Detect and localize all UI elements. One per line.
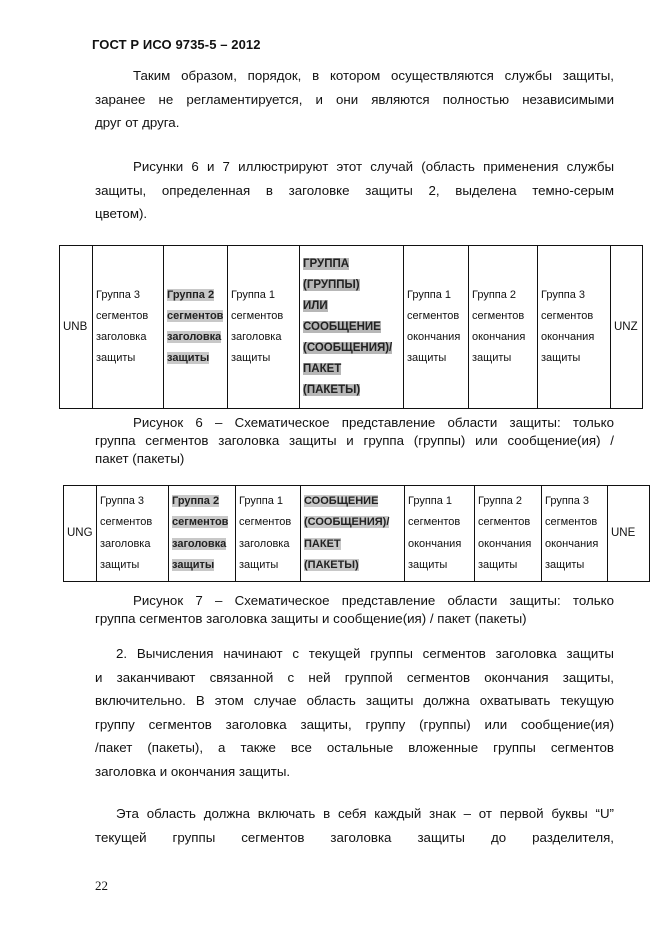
segment-cell-text: заголовка: [100, 537, 151, 550]
segment-cell-line: [239, 491, 300, 513]
segment-cell-line: [172, 534, 235, 556]
segment-cell-line: [167, 285, 227, 306]
segment-cell-text: заголовка: [172, 537, 227, 550]
segment-cell-text: Группа 3: [100, 494, 145, 507]
segment-cell-line: [100, 491, 168, 513]
segment-cell: [404, 246, 469, 409]
text-line: заголовка и окончания защиты.: [95, 763, 291, 779]
segment-cell-text: Группа 2: [172, 494, 220, 507]
segment-cell-line: [408, 534, 474, 556]
segment-cell: [97, 486, 169, 582]
segment-cell: [469, 246, 538, 409]
paragraph-area-includes: [95, 802, 614, 849]
segment-cell-line: [541, 348, 610, 369]
segment-cell-line: [239, 512, 300, 534]
segment-cell-text: защиты: [100, 559, 140, 571]
caption-line: Рисунок 7 – Схематическое представление области защиты: только: [133, 593, 614, 608]
segment-cell-line: [545, 491, 607, 513]
segment-cell-text: сегментов: [167, 310, 224, 322]
figure-6-diagram: [59, 245, 643, 409]
segment-cell-text: UNZ: [614, 320, 638, 333]
text-line: 2. Вычисления начинают с текущей группы сегментов заголовка защиты: [116, 646, 614, 661]
segment-cell-line: [239, 555, 300, 577]
segment-cell-line: [407, 306, 468, 327]
segment-cell-text: защиты: [478, 559, 518, 571]
segment-cell-text: Группа 2: [167, 289, 215, 301]
segment-cell-text: ИЛИ: [303, 299, 328, 312]
segment-cell-text: ГРУППА: [303, 257, 350, 270]
segment-cell-text: сегментов: [96, 310, 149, 322]
segment-cell-line: [478, 555, 541, 577]
segment-cell-text: сегментов: [231, 310, 284, 322]
segment-cell-text: СООБЩЕНИЕ: [304, 494, 379, 507]
segment-cell-text: ПАКЕТ: [304, 537, 341, 550]
paragraph-order-of-services: [95, 64, 614, 135]
segment-cell-line: [304, 534, 404, 556]
segment-cell: [236, 486, 301, 582]
segment-cell-line: [67, 523, 96, 545]
segment-cell-text: защиты: [408, 559, 448, 571]
segment-cell-line: [407, 285, 468, 306]
segment-cell-line: [172, 555, 235, 577]
segment-cell: [64, 486, 97, 582]
paragraph-calculation-scope: [95, 642, 614, 783]
text-line: текущей группы сегментов заголовка защиты до разделителя,: [95, 829, 614, 845]
segment-cell-line: [541, 306, 610, 327]
segment-cell-line: [408, 555, 474, 577]
segment-cell-line: [303, 338, 403, 359]
segment-cell-line: [407, 327, 468, 348]
segment-cell-line: [96, 285, 163, 306]
segment-cell-line: [303, 317, 403, 338]
segment-cell-line: [303, 359, 403, 380]
text-line: и заканчивают связанной с ней группой сегментов окончания защиты,: [95, 669, 614, 685]
segment-cell-text: окончания: [545, 537, 599, 550]
segment-cell-line: [478, 534, 541, 556]
segment-cell-line: [407, 348, 468, 369]
segment-cell-line: [472, 285, 537, 306]
segment-cell-line: [545, 512, 607, 534]
segment-cell-text: сегментов: [472, 310, 525, 322]
segment-cell: [608, 486, 650, 582]
segment-cell-text: сегментов: [478, 516, 531, 528]
segment-cell-line: [303, 275, 403, 296]
text-line: цветом).: [95, 206, 148, 221]
segment-cell-text: сегментов: [545, 516, 598, 528]
segment-cell-text: окончания: [541, 331, 595, 343]
segment-cell-line: [96, 348, 163, 369]
segment-cell-text: (ПАКЕТЫ): [303, 383, 361, 396]
segment-cell-line: [478, 512, 541, 534]
caption-line: группа сегментов заголовка защиты и сообщение(ия) / пакет (пакеты): [95, 611, 527, 626]
segment-cell-text: (ГРУППЫ): [303, 278, 360, 291]
segment-cell-text: защиты: [96, 352, 136, 364]
segment-cell-line: [172, 512, 235, 534]
segment-cell-text: заголовка: [231, 331, 282, 343]
segment-cell-line: [472, 348, 537, 369]
segment-cell-text: Группа 1: [231, 289, 276, 301]
segment-cell-line: [96, 306, 163, 327]
segment-cell: [301, 486, 405, 582]
segment-cell-text: Группа 1: [407, 289, 452, 301]
segment-cell-line: [167, 327, 227, 348]
document-header: ГОСТ Р ИСО 9735-5 – 2012: [92, 37, 261, 52]
segment-cell-text: заголовка: [167, 331, 222, 343]
segment-cell: [300, 246, 404, 409]
segment-cell-text: защиты: [472, 352, 512, 364]
figure-7-diagram: [63, 485, 650, 582]
text-line: Эта область должна включать в себя каждый знак – от первой буквы “U”: [116, 806, 614, 821]
segment-cell-text: заголовка: [239, 537, 290, 550]
segment-cell-line: [304, 555, 404, 577]
segment-cell-text: сегментов: [407, 310, 460, 322]
segment-cell-line: [541, 327, 610, 348]
segment-cell-text: Группа 2: [472, 289, 517, 301]
segment-cell-text: Группа 1: [408, 494, 453, 507]
segment-cell-line: [408, 512, 474, 534]
segment-cell-line: [545, 534, 607, 556]
segment-cell-text: сегментов: [541, 310, 594, 322]
segment-cell-text: защиты: [541, 352, 581, 364]
figure-6-caption: [95, 414, 614, 468]
segment-cell-text: UNE: [611, 526, 636, 539]
segment-cell-text: Группа 3: [96, 289, 141, 301]
segment-cell-text: защиты: [172, 559, 215, 571]
segment-cell-line: [167, 348, 227, 369]
segment-cell-line: [239, 534, 300, 556]
segment-cell-line: [63, 317, 92, 338]
segment-cell-text: UNG: [67, 526, 93, 539]
paragraph-figures-intro: [95, 155, 614, 226]
segment-cell-text: сегментов: [172, 516, 229, 528]
segment-cell: [169, 486, 236, 582]
text-line: Рисунки 6 и 7 иллюстрируют этот случай (область применения службы: [133, 159, 614, 174]
segment-cell-text: (СООБЩЕНИЯ)/: [304, 516, 390, 528]
text-line: защиты, определенная в заголовке защиты 2, выделена темно-серым: [95, 182, 614, 198]
segment-cell-text: ПАКЕТ: [303, 362, 342, 375]
segment-cell-line: [545, 555, 607, 577]
segment-cell-text: Группа 3: [541, 289, 586, 301]
page-number: 22: [95, 878, 108, 893]
text-line: заранее не регламентируется, и они являются полностью независимыми: [95, 91, 614, 107]
segment-cell-line: [614, 317, 642, 338]
segment-cell-text: окончания: [407, 331, 461, 343]
segment-cell-line: [303, 380, 403, 401]
segment-cell: [475, 486, 542, 582]
segment-cell-text: СООБЩЕНИЕ: [303, 320, 381, 333]
segment-cell-line: [231, 306, 299, 327]
segment-cell-line: [231, 285, 299, 306]
segment-cell-text: сегментов: [239, 516, 292, 528]
segment-cell: [405, 486, 475, 582]
segment-cell-line: [303, 254, 403, 275]
segment-cell-text: Группа 3: [545, 494, 590, 507]
segment-cell: [538, 246, 611, 409]
segment-cell-line: [611, 523, 649, 545]
segment-cell: [228, 246, 300, 409]
segment-cell-line: [172, 491, 235, 513]
segment-cell-text: UNB: [63, 320, 88, 333]
segment-cell-line: [408, 491, 474, 513]
segment-cell-line: [167, 306, 227, 327]
segment-cell-line: [541, 285, 610, 306]
segment-cell-text: защиты: [545, 559, 585, 571]
segment-cell: [611, 246, 643, 409]
text-line: друг от друга.: [95, 115, 180, 130]
segment-cell-text: Группа 2: [478, 494, 523, 507]
segment-cell-line: [472, 327, 537, 348]
segment-cell-line: [231, 327, 299, 348]
text-line: включительно. В этом случае область защиты должна охватывать текущую: [95, 693, 614, 708]
segment-cell-line: [231, 348, 299, 369]
segment-cell-line: [303, 296, 403, 317]
figure-7-caption: [95, 592, 614, 628]
segment-cell: [60, 246, 93, 409]
segment-cell-text: (ПАКЕТЫ): [304, 559, 359, 571]
segment-cell-text: защиты: [167, 352, 210, 364]
segment-cell-text: сегментов: [408, 516, 461, 528]
segment-cell-line: [100, 512, 168, 534]
segment-cell-text: окончания: [478, 537, 532, 550]
segment-cell-text: заголовка: [96, 331, 147, 343]
segment-cell: [93, 246, 164, 409]
segment-cell-line: [472, 306, 537, 327]
text-line: группу сегментов заголовка защиты, группу (группы) или сообщение(ия): [95, 716, 614, 732]
caption-line: группа сегментов заголовка защиты и группа (группы) или сообщение(ия) /: [95, 433, 614, 448]
segment-cell-text: защиты: [407, 352, 447, 364]
segment-cell-line: [96, 327, 163, 348]
caption-line: пакет (пакеты): [95, 451, 185, 466]
segment-cell: [542, 486, 608, 582]
segment-cell-line: [304, 491, 404, 513]
segment-cell-text: окончания: [408, 537, 462, 550]
text-line: /пакет (пакеты), а также все остальные вложенные группы сегментов: [95, 740, 614, 755]
segment-cell-line: [304, 512, 404, 534]
segment-cell: [164, 246, 228, 409]
segment-cell-line: [478, 491, 541, 513]
text-line: Таким образом, порядок, в котором осуществляются службы защиты,: [133, 68, 614, 83]
segment-cell-line: [100, 534, 168, 556]
segment-cell-text: (СООБЩЕНИЯ)/: [303, 341, 393, 354]
segment-cell-text: окончания: [472, 331, 526, 343]
segment-cell-text: защиты: [239, 559, 279, 571]
caption-line: Рисунок 6 – Схематическое представление области защиты: только: [133, 415, 614, 430]
segment-cell-line: [100, 555, 168, 577]
segment-cell-text: сегментов: [100, 516, 153, 528]
segment-cell-text: Группа 1: [239, 494, 284, 507]
segment-cell-text: защиты: [231, 352, 271, 364]
